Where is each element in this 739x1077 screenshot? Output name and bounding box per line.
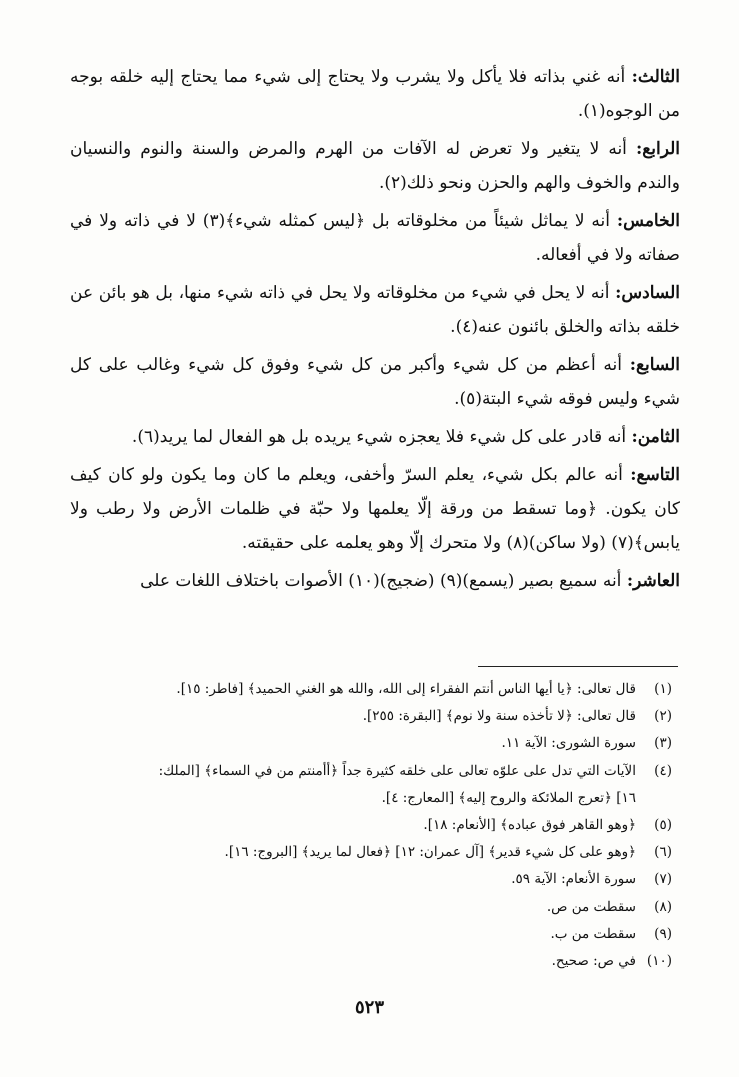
paragraph-heading: السادس: bbox=[615, 283, 680, 303]
paragraph-heading: الثالث: bbox=[631, 67, 680, 87]
footnote-9 bbox=[150, 921, 672, 948]
footnotes bbox=[150, 676, 672, 975]
paragraph-text: أنه أعظم من كل شيء وأكبر من كل شيء وفوق كل شيء وغالب على كل شيء وليس فوقه شيء البتة(٥). bbox=[70, 355, 680, 409]
footnote-number: (٨) bbox=[654, 898, 672, 915]
footnote-text: قال تعالى: ﴿لا تأخذه سنة ولا نوم﴾ [البقرة: ٢٥٥]. bbox=[362, 708, 636, 725]
paragraph-text: أنه لا يحل في شيء من مخلوقاته ولا يحل في ذاته شيء منها، بل هو بائن عن خلقه بذاته والخلق بائنون عنه(٤). bbox=[70, 283, 680, 337]
footnote-text: سورة الشورى: الآية ١١. bbox=[501, 735, 636, 752]
paragraph-heading: الخامس: bbox=[616, 211, 680, 231]
paragraph-tenth bbox=[70, 564, 680, 598]
paragraph-heading: التاسع: bbox=[630, 465, 680, 485]
footnote-5 bbox=[150, 812, 672, 839]
footnote-text: في ص: صحيح. bbox=[551, 953, 636, 970]
footnote-text: سقطت من ص. bbox=[546, 898, 636, 915]
paragraph-text: أنه غني بذاته فلا يأكل ولا يشرب ولا يحتاج إلى شيء مما يحتاج إليه خلقه بوجه من الوجوه(١). bbox=[70, 67, 680, 121]
footnote-2 bbox=[150, 703, 672, 730]
footnote-text: الآيات التي تدل على علوّه تعالى على خلقه كثيرة جداً ﴿أأمنتم من في السماء﴾ [الملك: ١٦] ﴿تعرج الملائكة والروح إليه﴾ [المعارج: ٤]. bbox=[158, 762, 636, 806]
footnote-number: (١٠) bbox=[646, 953, 672, 970]
footnote-number: (٦) bbox=[654, 844, 672, 861]
paragraph-fourth bbox=[70, 132, 680, 200]
paragraph-text: أنه سميع بصير (يسمع)(٩) (ضجيج)(١٠) الأصوات باختلاف اللغات على bbox=[140, 571, 627, 591]
paragraph-heading: السابع: bbox=[629, 355, 680, 375]
paragraph-heading: العاشر: bbox=[626, 571, 680, 591]
paragraph-sixth bbox=[70, 276, 680, 344]
footnote-3 bbox=[150, 730, 672, 757]
paragraph-ninth bbox=[70, 458, 680, 560]
paragraph-seventh bbox=[70, 348, 680, 416]
footnote-1 bbox=[150, 676, 672, 703]
footnote-6 bbox=[150, 839, 672, 866]
footnote-number: (٩) bbox=[654, 925, 672, 942]
footnote-text: ﴿وهو القاهر فوق عباده﴾ [الأنعام: ١٨]. bbox=[423, 817, 636, 834]
footnote-8 bbox=[150, 894, 672, 921]
footnote-text: ﴿وهو على كل شيء قدير﴾ [آل عمران: ١٢] ﴿فعال لما يريد﴾ [البروج: ١٦]. bbox=[224, 844, 636, 861]
footnote-number: (٤) bbox=[654, 762, 672, 779]
footnote-number: (٧) bbox=[654, 871, 672, 888]
footnote-text: سورة الأنعام: الآية ٥٩. bbox=[511, 871, 636, 888]
paragraph-text: أنه عالم بكل شيء، يعلم السرّ وأخفى، ويعلم ما كان وما يكون ولو كان كيف كان يكون. ﴿وما تسقط من ورقة إلّا يعلمها ولا حبّة في ظلمات الأرض ولا رطب ولا يابس﴾(٧) (ولا ساكن)(٨) ولا متحرك إلّا وهو يعلمه على حقيقته. bbox=[70, 465, 680, 553]
footnote-text: سقطت من ب. bbox=[550, 925, 636, 942]
footnote-4 bbox=[150, 758, 672, 812]
footnote-number: (٥) bbox=[654, 817, 672, 834]
footnote-number: (٢) bbox=[654, 708, 672, 725]
footnote-7 bbox=[150, 866, 672, 893]
main-text bbox=[70, 60, 680, 602]
footnote-text: قال تعالى: ﴿يا أيها الناس أنتم الفقراء إلى الله، والله هو الغني الحميد﴾ [فاطر: ١٥]. bbox=[176, 681, 636, 697]
footnote-number: (١) bbox=[654, 681, 672, 697]
paragraph-heading: الثامن: bbox=[631, 427, 680, 447]
footnote-divider bbox=[478, 666, 678, 667]
paragraph-text: أنه لا يتغير ولا تعرض له الآفات من الهرم والمرض والسنة والنوم والنسيان والندم والخوف والهم والحزن ونحو ذلك(٢). bbox=[70, 139, 680, 193]
paragraph-third bbox=[70, 60, 680, 128]
paragraph-fifth bbox=[70, 204, 680, 272]
paragraph-heading: الرابع: bbox=[635, 139, 680, 159]
footnote-10 bbox=[150, 948, 672, 975]
paragraph-eighth bbox=[70, 420, 680, 454]
page-number: ٥٢٣ bbox=[354, 997, 384, 1018]
paragraph-text: أنه لا يماثل شيئاً من مخلوقاته بل ﴿ليس كمثله شيء﴾(٣) لا في ذاته ولا في صفاته ولا في أفعاله. bbox=[70, 211, 680, 265]
footnote-number: (٣) bbox=[654, 735, 672, 752]
paragraph-text: أنه قادر على كل شيء فلا يعجزه شيء يريده بل هو الفعال لما يريد(٦). bbox=[131, 427, 632, 447]
